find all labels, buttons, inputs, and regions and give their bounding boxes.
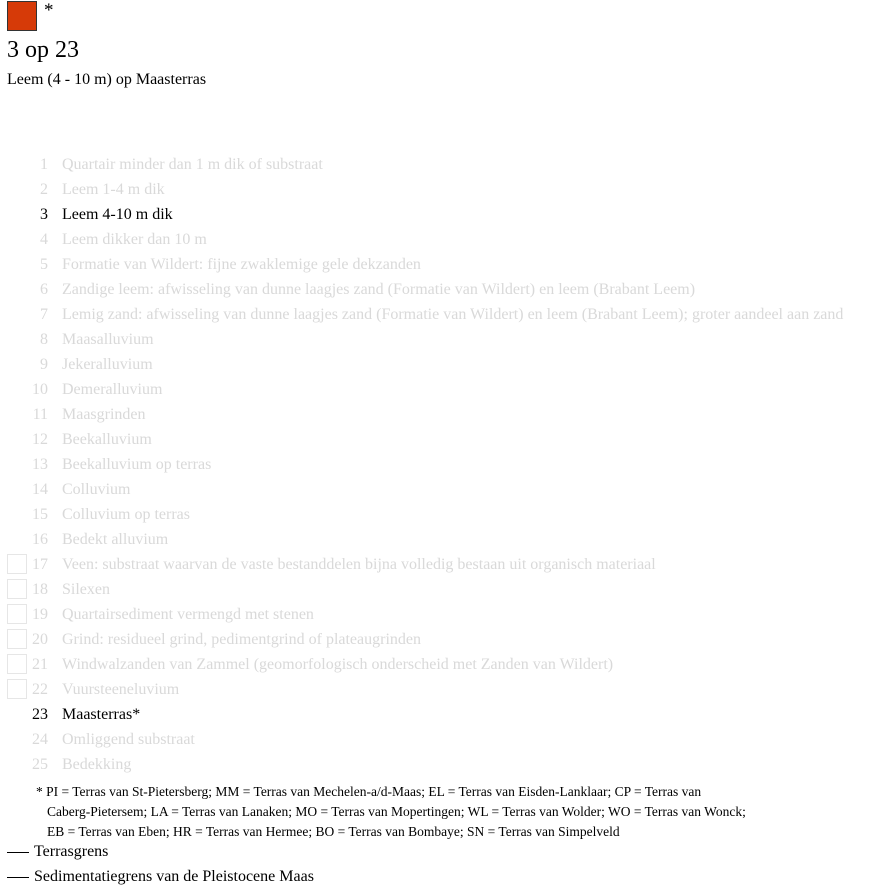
legend-item-13 xyxy=(0,452,880,477)
legend-item-10 xyxy=(0,377,880,402)
legend-item-17 xyxy=(0,552,880,577)
footnote-line: * PI = Terras van St-Pietersberg; MM = Terras van Mechelen-a/d-Maas; EL = Terras van Eisden-Lanklaar; CP = Terras van xyxy=(36,784,702,799)
footnote-line: Caberg-Pietersem; LA = Terras van Lanaken; MO = Terras van Mopertingen; WL = Terras van Wolder; WO = Terras van Wonck; xyxy=(47,804,746,819)
legend-item-label: Colluvium op terras xyxy=(62,506,190,523)
legend-item-3 xyxy=(0,202,880,227)
legend-item-2 xyxy=(0,177,880,202)
legend-item-label: Grind: residueel grind, pedimentgrind of plateaugrinden xyxy=(62,631,422,648)
legend-item-number: 11 xyxy=(32,406,48,423)
legend-item-16 xyxy=(0,527,880,552)
legend-item-label: Zandige leem: afwisseling van dunne laagjes zand (Formatie van Wildert) en leem (Brabant Leem) xyxy=(62,281,696,298)
asterisk-mark: * xyxy=(44,0,54,21)
legend-item-label: Jekeralluvium xyxy=(62,356,153,373)
legend-item-12 xyxy=(0,427,880,452)
legend-item-15 xyxy=(0,502,880,527)
legend-item-number: 20 xyxy=(32,631,48,648)
legend-item-number: 14 xyxy=(32,481,48,498)
legend-item-25 xyxy=(0,752,880,777)
legend-item-number: 24 xyxy=(32,731,48,748)
legend-item-number: 15 xyxy=(32,506,48,523)
legend-item-label: Bedekt alluvium xyxy=(62,531,169,548)
legend-item-label: Maasterras* xyxy=(62,706,141,723)
legend-item-23 xyxy=(0,702,880,727)
legend-item-number: 5 xyxy=(40,256,48,273)
legend-item-label: Demeralluvium xyxy=(62,381,163,398)
legend-item-label: Leem 4-10 m dik xyxy=(62,206,173,223)
legend-item-number: 16 xyxy=(32,531,48,548)
legend-item-5 xyxy=(0,252,880,277)
legend-item-number: 12 xyxy=(32,431,48,448)
legend-item-24 xyxy=(0,727,880,752)
legend-item-11 xyxy=(0,402,880,427)
legend-item-number: 19 xyxy=(32,606,48,623)
legend-item-7 xyxy=(0,302,880,327)
legend-item-number: 22 xyxy=(32,681,48,698)
legend-item-label: Leem 1-4 m dik xyxy=(62,181,165,198)
legend-item-number: 10 xyxy=(32,381,48,398)
legend-color-swatch xyxy=(7,1,37,31)
legend-item-1 xyxy=(0,152,880,177)
footnote xyxy=(36,782,856,842)
legend-item-label: Bedekking xyxy=(62,756,132,773)
legend-item-number: 6 xyxy=(40,281,48,298)
legend-item-number: 3 xyxy=(40,206,48,223)
legend-item-6 xyxy=(0,277,880,302)
legend-item-number: 9 xyxy=(40,356,48,373)
line-legend-label: Sedimentatiegrens van de Pleistocene Maas xyxy=(34,868,314,885)
legend-item-number: 7 xyxy=(40,306,48,323)
legend-item-label: Veen: substraat waarvan de vaste bestanddelen bijna volledig bestaan uit organisch materiaal xyxy=(62,556,656,573)
legend-item-label: Colluvium xyxy=(62,481,131,498)
legend-item-number: 25 xyxy=(32,756,48,773)
legend-item-number: 8 xyxy=(40,331,48,348)
legend-item-label: Vuursteeneluvium xyxy=(62,681,180,698)
legend-item-21 xyxy=(0,652,880,677)
legend-item-label: Omliggend substraat xyxy=(62,731,195,748)
legend-item-22 xyxy=(0,677,880,702)
legend-item-label: Lemig zand: afwisseling van dunne laagjes zand (Formatie van Wildert) en leem (Brabant Leem); groter aandeel aan zand xyxy=(62,306,844,323)
legend-item-number: 23 xyxy=(32,706,48,723)
legend-item-number: 1 xyxy=(40,156,48,173)
legend-item-number: 21 xyxy=(32,656,48,673)
legend-item-label: Quartairsediment vermengd met stenen xyxy=(62,606,314,623)
legend-item-label: Leem dikker dan 10 m xyxy=(62,231,207,248)
legend-item-8 xyxy=(0,327,880,352)
legend-item-20 xyxy=(0,627,880,652)
legend-list xyxy=(0,152,880,777)
cyan-line-icon xyxy=(7,852,29,853)
legend-item-label: Maasgrinden xyxy=(62,406,146,423)
legend-item-19 xyxy=(0,602,880,627)
legend-item-number: 18 xyxy=(32,581,48,598)
legend-item-label: Windwalzanden van Zammel (geomorfologisch onderscheid met Zanden van Wildert) xyxy=(62,656,614,673)
legend-item-label: Maasalluvium xyxy=(62,331,154,348)
legend-item-number: 2 xyxy=(40,181,48,198)
legend-item-label: Formatie van Wildert: fijne zwaklemige gele dekzanden xyxy=(62,256,421,273)
legend-item-label: Quartair minder dan 1 m dik of substraat xyxy=(62,156,323,173)
legend-item-9 xyxy=(0,352,880,377)
legend-title: 3 op 23 xyxy=(7,37,79,63)
legend-item-18 xyxy=(0,577,880,602)
line-legend-sedimentatiegrens xyxy=(7,866,314,888)
black-line-icon xyxy=(7,877,29,878)
legend-item-number: 4 xyxy=(40,231,48,248)
legend-item-number: 17 xyxy=(32,556,48,573)
line-legend-terrasgrens xyxy=(7,841,108,863)
legend-subtitle: Leem (4 - 10 m) op Maasterras xyxy=(7,71,207,88)
legend-item-label: Beekalluvium op terras xyxy=(62,456,212,473)
legend-item-label: Silexen xyxy=(62,581,110,598)
legend-item-label: Beekalluvium xyxy=(62,431,152,448)
legend-item-14 xyxy=(0,477,880,502)
line-legend-label: Terrasgrens xyxy=(34,843,109,860)
legend-item-number: 13 xyxy=(32,456,48,473)
footnote-line: EB = Terras van Eben; HR = Terras van Hermee; BO = Terras van Bombaye; SN = Terras van Simpelveld xyxy=(47,824,620,839)
legend-item-4 xyxy=(0,227,880,252)
